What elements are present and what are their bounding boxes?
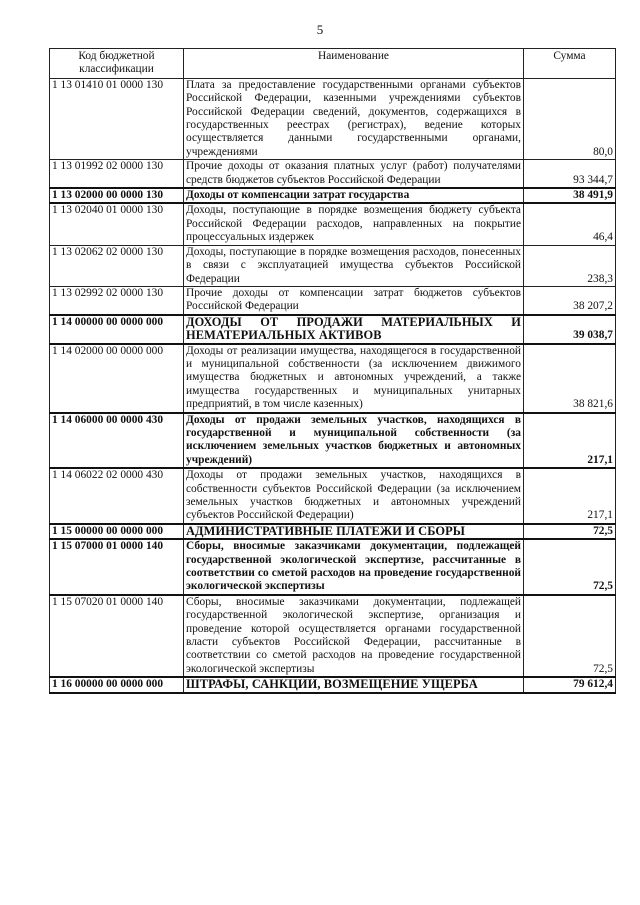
table-row xyxy=(50,203,616,245)
row-code: 1 13 02062 02 0000 130 xyxy=(50,245,184,286)
row-name: Доходы от продажи земельных участков, находящихся в собственности субъектов Российской Федерации (за исключением земельных участков бюджетных и автономных учреждений субъектов Российской Федерации) xyxy=(184,468,524,524)
row-code: 1 13 01992 02 0000 130 xyxy=(50,160,184,188)
table-row xyxy=(50,595,616,677)
row-name: Сборы, вносимые заказчиками документации, подлежащей государственной экологической экспертизе, рассчитанные в соответствии со сметой расходов на проведение государственной экологической экспертизы xyxy=(184,539,524,595)
table-row xyxy=(50,78,616,159)
row-code: 1 15 07000 01 0000 140 xyxy=(50,539,184,595)
row-code: 1 14 02000 00 0000 000 xyxy=(50,344,184,413)
row-name: Доходы, поступающие в порядке возмещения бюджету субъекта Российской Федерации расходов, направленных на покрытие процессуальных издержек xyxy=(184,203,524,245)
budget-table xyxy=(49,48,616,694)
row-sum: 46,4 xyxy=(524,203,616,245)
row-sum: 79 612,4 xyxy=(524,677,616,692)
row-sum: 72,5 xyxy=(524,539,616,595)
header-code: Код бюджетной классификации xyxy=(50,49,184,79)
row-name: ДОХОДЫ ОТ ПРОДАЖИ МАТЕРИАЛЬНЫХ И НЕМАТЕРИАЛЬНЫХ АКТИВОВ xyxy=(184,315,524,344)
row-sum: 217,1 xyxy=(524,468,616,524)
row-name: ШТРАФЫ, САНКЦИИ, ВОЗМЕЩЕНИЕ УЩЕРБА xyxy=(184,677,524,692)
header-name: Наименование xyxy=(184,49,524,79)
row-sum: 72,5 xyxy=(524,524,616,539)
row-sum: 72,5 xyxy=(524,595,616,677)
row-sum: 39 038,7 xyxy=(524,315,616,344)
page-number: 5 xyxy=(316,22,324,37)
row-code: 1 13 02992 02 0000 130 xyxy=(50,286,184,314)
row-sum: 93 344,7 xyxy=(524,160,616,188)
table-row-section xyxy=(50,188,616,203)
row-sum: 238,3 xyxy=(524,245,616,286)
table-row xyxy=(50,245,616,286)
row-name: Доходы от компенсации затрат государства xyxy=(184,188,524,203)
row-code: 1 16 00000 00 0000 000 xyxy=(50,677,184,692)
table-row xyxy=(50,286,616,314)
row-code: 1 14 00000 00 0000 000 xyxy=(50,315,184,344)
row-sum: 217,1 xyxy=(524,413,616,469)
row-code: 1 14 06000 00 0000 430 xyxy=(50,413,184,469)
row-sum: 38 207,2 xyxy=(524,286,616,314)
row-code: 1 15 07020 01 0000 140 xyxy=(50,595,184,677)
row-name: Доходы, поступающие в порядке возмещения расходов, понесенных в связи с эксплуатацией имущества субъектов Российской Федерации xyxy=(184,245,524,286)
row-name: Доходы от продажи земельных участков, находящихся в государственной и муниципальной собственности (за исключением земельных участков бюджетных и автономных учреждений) xyxy=(184,413,524,469)
table-row-section xyxy=(50,677,616,692)
row-name: Прочие доходы от оказания платных услуг (работ) получателями средств бюджетов субъектов Российской Федерации xyxy=(184,160,524,188)
table-header-row xyxy=(50,49,616,79)
row-sum: 38 821,6 xyxy=(524,344,616,413)
row-sum: 80,0 xyxy=(524,78,616,159)
table-row-section xyxy=(50,539,616,595)
row-code: 1 15 00000 00 0000 000 xyxy=(50,524,184,539)
table-row xyxy=(50,160,616,188)
row-code: 1 13 02040 01 0000 130 xyxy=(50,203,184,245)
row-name: Сборы, вносимые заказчиками документации, подлежащей государственной экологической экспертизе, организация и проведение которой осуществляется органами государственной власти субъектов Российской Федерации, рассчитанные в соответствии со сметой расходов на проведение государственной экологической экспертизы xyxy=(184,595,524,677)
header-sum: Сумма xyxy=(524,49,616,79)
row-name: Плата за предоставление государственными органами субъектов Российской Федерации, казенными учреждениями субъектов Российской Федерации сведений, документов, содержащихся в государственных реестрах (регистрах), ведение которых осуществляется данными государственными органами, учреждениями xyxy=(184,78,524,159)
table-row-section xyxy=(50,524,616,539)
row-code: 1 13 01410 01 0000 130 xyxy=(50,78,184,159)
table-row-section xyxy=(50,315,616,344)
row-name: Прочие доходы от компенсации затрат бюджетов субъектов Российской Федерации xyxy=(184,286,524,314)
row-name: АДМИНИСТРАТИВНЫЕ ПЛАТЕЖИ И СБОРЫ xyxy=(184,524,524,539)
row-code: 1 14 06022 02 0000 430 xyxy=(50,468,184,524)
table-row xyxy=(50,468,616,524)
row-sum: 38 491,9 xyxy=(524,188,616,203)
row-code: 1 13 02000 00 0000 130 xyxy=(50,188,184,203)
table-row-section xyxy=(50,413,616,469)
table-row xyxy=(50,344,616,413)
row-name: Доходы от реализации имущества, находящегося в государственной и муниципальной собственности (за исключением движимого имущества бюджетных и автономных учреждений, а также имущества государственных и муниципальных унитарных предприятий, в том числе казенных) xyxy=(184,344,524,413)
